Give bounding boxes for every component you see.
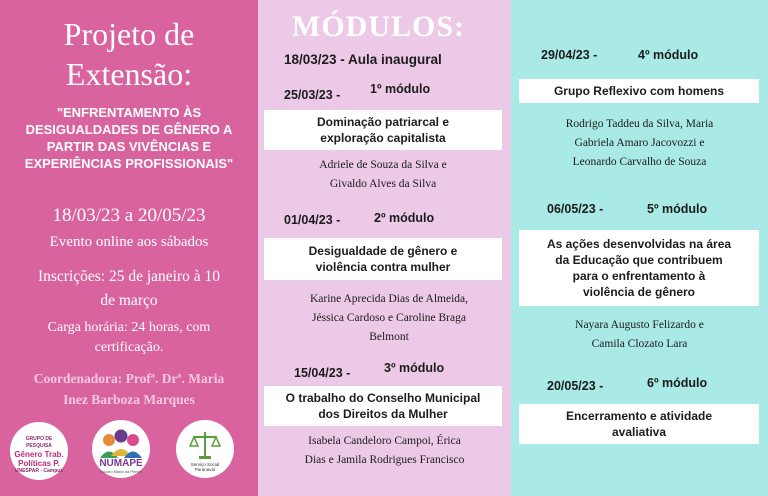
numape-logo: NUMAPE Núcleo Maria da Penha [92,420,150,478]
module-5-label: 5º módulo [647,202,708,216]
module-5-speakers: Nayara Augusto Felizardo e Camila Clozato Lara [575,319,704,350]
module-5-date: 06/05/23 - [547,202,604,216]
module-1-topic: Dominação patriarcal e exploração capitalista [264,110,502,150]
module-3-topic: O trabalho do Conselho Municipal dos Direitos da Mulher [264,386,502,426]
title-line-2: Extensão: [65,56,193,92]
module-3-label: 3º módulo [384,361,445,375]
inscricoes [0,265,258,313]
module-4-label: 4º módulo [638,48,699,62]
module-4-date: 29/04/23 - [541,48,598,62]
module-0-date: 18/03/23 - Aula inaugural [284,52,442,67]
subtitle-line: DESIGUALDADES DE GÊNERO A [25,122,233,137]
module-2-date: 01/04/23 - [284,213,341,227]
module-3-date: 15/04/23 - [294,366,351,380]
module-3-speakers: Isabela Candeloro Campoi, Érica Dias e Jamila Rodrigues Francisco [304,435,465,466]
module-2-speakers: Karine Aprecida Dias de Almeida, Jéssica Cardoso e Caroline Braga Belmont [309,293,469,343]
event-dates: 18/03/23 a 20/05/23 [52,205,206,226]
online-note: Evento online aos sábados [49,234,209,250]
module-6-date: 20/05/23 - [547,379,604,393]
module-1-label: 1º módulo [370,82,431,96]
inscricoes-line-2: de março [100,292,158,309]
servico-social-logo: Serviço Social Paranavaí [176,420,234,478]
module-6-label: 6º módulo [647,376,708,390]
project-title [0,14,258,94]
project-subtitle [0,104,258,172]
module-1-speakers: Adriele de Souza da Silva e Givaldo Alves da Silva [319,159,447,190]
module-1-date: 25/03/23 - [284,88,341,102]
module-4-topic: Grupo Reflexivo com homens [519,79,759,103]
module-2-topic: Desigualdade de gênero e violência contra mulher [264,238,502,280]
module-5-topic: As ações desenvolvidas na área da Educação que contribuem para o enfrentamento à violência de gênero [519,230,759,306]
carga-line-2: certificação. [94,340,164,355]
subtitle-line: PARTIR DAS VIVÊNCIAS E [46,139,212,154]
coord-line-2: Inez Barboza Marques [63,392,195,407]
coordenadora [0,368,258,410]
title-line-1: Projeto de [63,16,195,52]
module-4-speakers: Rodrigo Taddeu da Silva, Maria Gabriela Amaro Jacovozzi e Leonardo Carvalho de Souza [565,118,714,168]
module-6-topic: Encerramento e atividade avaliativa [519,404,759,444]
carga-horaria [0,318,258,358]
carga-line-1: Carga horária: 24 horas, com [47,320,211,335]
left-panel [0,0,258,496]
coord-line-1: Coordenadora: Profª. Drª. Maria [33,371,225,386]
subtitle-line: "ENFRENTAMENTO ÀS [56,105,202,120]
modules-header: MÓDULOS: [292,10,465,43]
subtitle-line: EXPERIÊNCIAS PROFISSIONAIS" [24,156,234,171]
genero-trabalho-logo: GRUPO DE PESQUISA Gênero Trab. Políticas P. UNESPAR - Campus [10,422,68,480]
modules-panel-right [511,0,768,496]
modules-panel [258,0,511,496]
inscricoes-line-1: Inscrições: 25 de janeiro à 10 [37,268,221,285]
module-2-label: 2º módulo [374,211,435,225]
